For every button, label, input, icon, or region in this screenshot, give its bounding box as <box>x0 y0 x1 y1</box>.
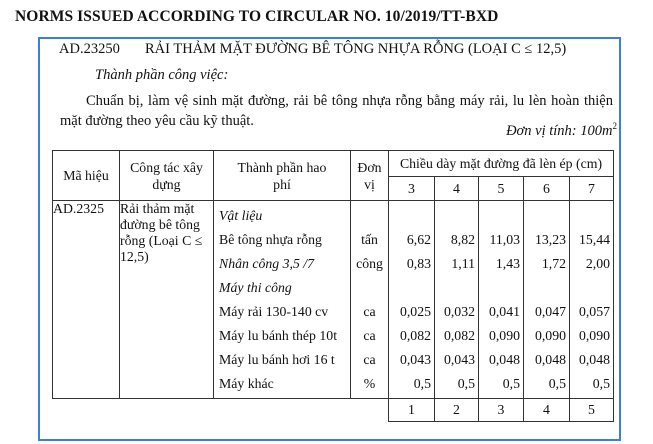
value-cell: 0,082 <box>443 328 475 343</box>
value-cell: 0,048 <box>488 352 520 367</box>
header-thickness-col: 6 <box>524 177 570 201</box>
header-don-vi: Đơn vị <box>351 151 389 201</box>
value-cell: 0,032 <box>443 304 475 319</box>
row-don-vi <box>351 201 389 399</box>
value-cell: 0,090 <box>488 328 520 343</box>
item-name: Máy lu bánh hơi 16 t <box>219 352 335 367</box>
group-materials: Vật liệu <box>219 208 263 223</box>
value-cell: 0,043 <box>399 352 431 367</box>
value-cell: 0,048 <box>534 352 566 367</box>
header-ma-hieu: Mã hiệu <box>53 151 120 201</box>
value-cell: 0,047 <box>534 304 566 319</box>
value-cell: 11,03 <box>489 232 520 247</box>
footer-number: 2 <box>435 399 479 422</box>
value-cell: 1,43 <box>495 256 520 271</box>
value-cell: 0,83 <box>406 256 431 271</box>
value-cell: 1,72 <box>541 256 566 271</box>
unit-label-text: Đơn vị tính: 100m <box>506 122 613 139</box>
item-unit: ca <box>363 304 376 319</box>
item-unit: công <box>356 256 383 271</box>
value-cell: 0,043 <box>443 352 475 367</box>
value-cell: 2,00 <box>585 256 610 271</box>
value-cell: 0,5 <box>548 376 566 391</box>
value-cell: 8,82 <box>450 232 475 247</box>
header-thanh-phan: Thành phần hao phí <box>214 151 351 201</box>
norm-title-text: RẢI THẢM MẶT ĐƯỜNG BÊ TÔNG NHỰA RỖNG (LOẠI C ≤ 12,5) <box>145 41 567 57</box>
value-cell: 0,5 <box>413 376 431 391</box>
item-unit: tấn <box>361 232 378 247</box>
work-description: Chuẩn bị, làm vệ sinh mặt đường, rải bê tông nhựa rỗng bằng máy rải, lu lèn hoàn thiện mặt đường theo yêu cầu kỹ thuật. <box>60 93 613 129</box>
work-heading: Thành phần công việc: <box>95 67 229 83</box>
item-name: Máy lu bánh thép 10t <box>219 328 338 343</box>
item-name: Bê tông nhựa rỗng <box>219 232 322 247</box>
values-col-7 <box>570 201 614 399</box>
item-unit: ca <box>363 352 376 367</box>
norm-table <box>52 150 614 422</box>
value-cell: 13,23 <box>534 232 566 247</box>
value-cell: 0,082 <box>399 328 431 343</box>
values-col-3 <box>389 201 435 399</box>
header-thickness-col: 5 <box>479 177 524 201</box>
footer-number: 5 <box>570 399 614 422</box>
values-col-6 <box>524 201 570 399</box>
row-cong-tac: Rải thảm mặt đường bê tông rỗng (Loại C ≤ 12,5) <box>120 201 214 399</box>
values-col-5 <box>479 201 524 399</box>
values-col-4 <box>435 201 479 399</box>
value-cell: 0,025 <box>399 304 431 319</box>
item-name: Máy khác <box>219 376 274 391</box>
norm-title <box>59 41 566 58</box>
value-cell: 0,057 <box>578 304 610 319</box>
value-cell: 0,090 <box>534 328 566 343</box>
value-cell: 0,048 <box>578 352 610 367</box>
unit-superscript: 2 <box>612 121 617 131</box>
footer-number: 1 <box>389 399 435 422</box>
item-unit: ca <box>363 328 376 343</box>
footer-number: 3 <box>479 399 524 422</box>
value-cell: 0,5 <box>457 376 475 391</box>
value-cell: 0,5 <box>502 376 520 391</box>
header-thickness-col: 7 <box>570 177 614 201</box>
header-thickness-col: 4 <box>435 177 479 201</box>
footer-number: 4 <box>524 399 570 422</box>
item-name: Máy rải 130-140 cv <box>219 304 329 319</box>
value-cell: 15,44 <box>578 232 610 247</box>
value-cell: 0,041 <box>488 304 520 319</box>
page-heading: NORMS ISSUED ACCORDING TO CIRCULAR NO. 10/2019/TT-BXD <box>15 8 499 25</box>
item-name: Nhân công 3,5 /7 <box>219 256 315 271</box>
header-cong-tac: Công tác xây dựng <box>120 151 214 201</box>
header-thickness-col: 3 <box>389 177 435 201</box>
norm-code: AD.23250 <box>59 41 120 57</box>
row-ma-hieu: AD.2325 <box>53 201 120 399</box>
footer-numbers-row <box>53 399 614 422</box>
item-unit: % <box>363 376 376 391</box>
value-cell: 6,62 <box>406 232 431 247</box>
header-thickness: Chiều dày mặt đường đã lèn ép (cm) <box>389 151 614 177</box>
unit-label <box>506 121 617 140</box>
group-machines: Máy thi công <box>219 280 292 295</box>
value-cell: 1,11 <box>451 256 475 271</box>
row-thanh-phan <box>214 201 351 399</box>
value-cell: 0,5 <box>592 376 610 391</box>
table-row <box>53 201 614 399</box>
value-cell: 0,090 <box>578 328 610 343</box>
